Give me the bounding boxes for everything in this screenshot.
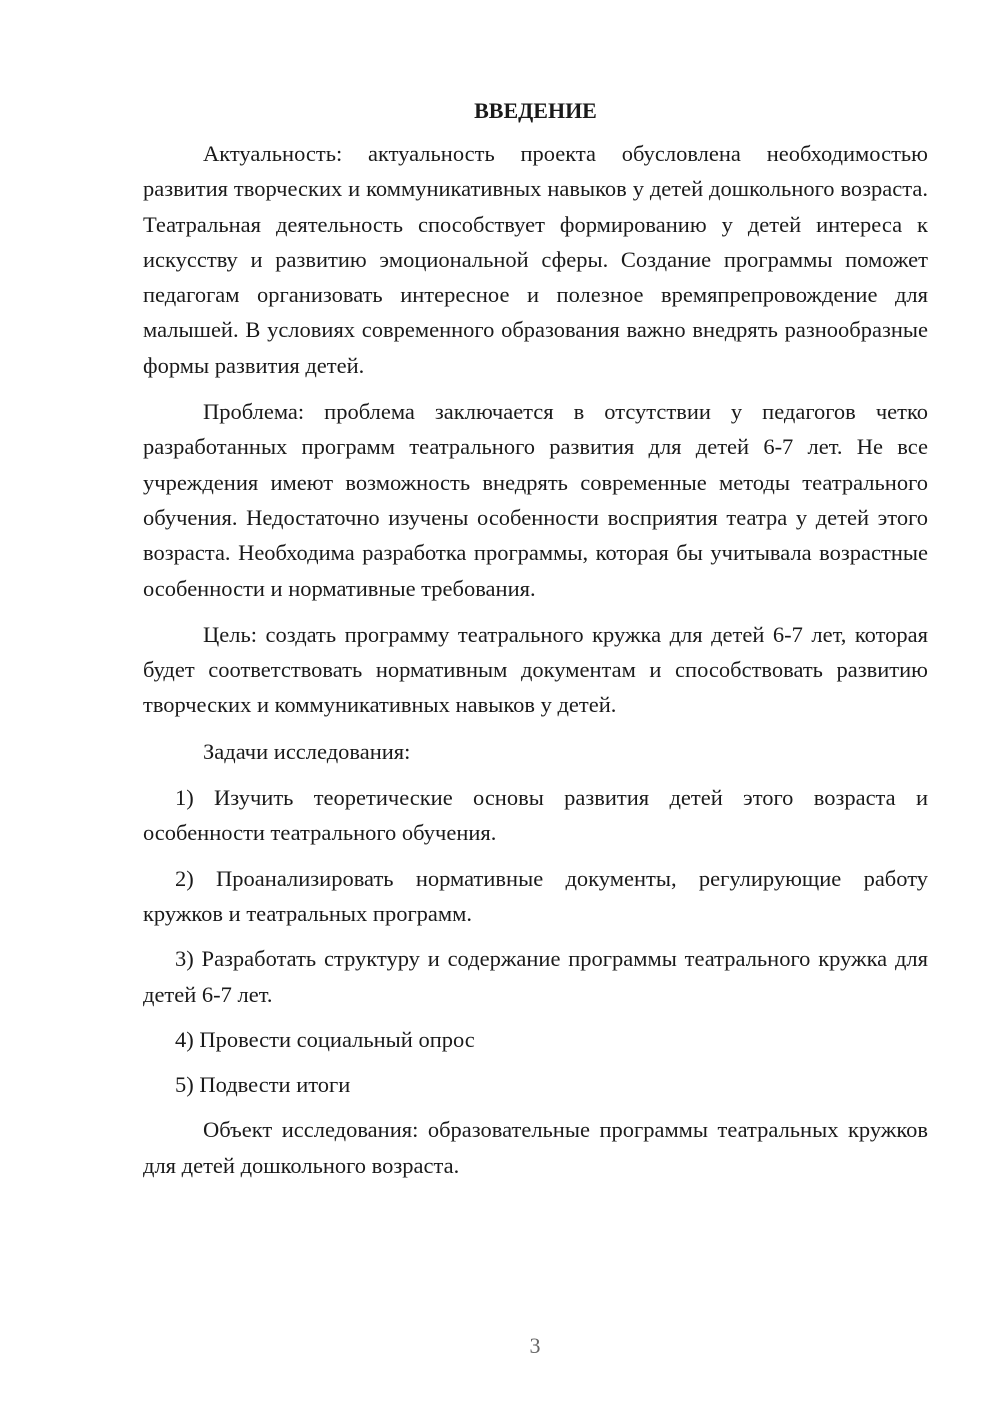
page-content bbox=[143, 96, 928, 1194]
task-item-3: 3) Разработать структуру и содержание программы театрального кружка для детей 6-7 лет. bbox=[143, 946, 928, 1007]
problem-paragraph: Проблема: проблема заключается в отсутствии у педагогов четко разработанных программ театрального развития для детей 6-7 лет. Не все учреждения имеют возможность внедрять современные методы театрального обучения. Недостаточно изучены особенности восприятия театра у детей этого возраста. Необходима разработка программы, которая бы учитывала возрастные особенности и нормативные требования. bbox=[143, 399, 928, 601]
task-item-4: 4) Провести социальный опрос bbox=[175, 1026, 475, 1052]
tasks-heading: Задачи исследования: bbox=[203, 738, 411, 764]
section-heading: ВВЕДЕНИЕ bbox=[474, 98, 597, 123]
task-item-2: 2) Проанализировать нормативные документы, регулирующие работу кружков и театральных программ. bbox=[143, 865, 928, 926]
task-item-1: 1) Изучить теоретические основы развития детей этого возраста и особенности театрального обучения. bbox=[143, 785, 928, 846]
task-item-5: 5) Подвести итоги bbox=[175, 1072, 351, 1098]
goal-paragraph: Цель: создать программу театрального кружка для детей 6-7 лет, которая будет соответствовать нормативным документам и способствовать развитию творческих и коммуникативных навыков у детей. bbox=[143, 621, 928, 718]
relevance-paragraph: Актуальность: актуальность проекта обусловлена необходимостью развития творческих и коммуникативных навыков у детей дошкольного возраста. Театральная деятельность способствует формированию у детей интереса к искусству и развитию эмоциональной сферы. Создание программы поможет педагогам организовать интересное и полезное времяпрепровождение для малышей. В условиях современного образования важно внедрять разнообразные формы развития детей. bbox=[143, 141, 928, 378]
object-paragraph: Объект исследования: образовательные программы театральных кружков для детей дошкольного возраста. bbox=[143, 1117, 928, 1178]
page-number: 3 bbox=[529, 1333, 541, 1358]
